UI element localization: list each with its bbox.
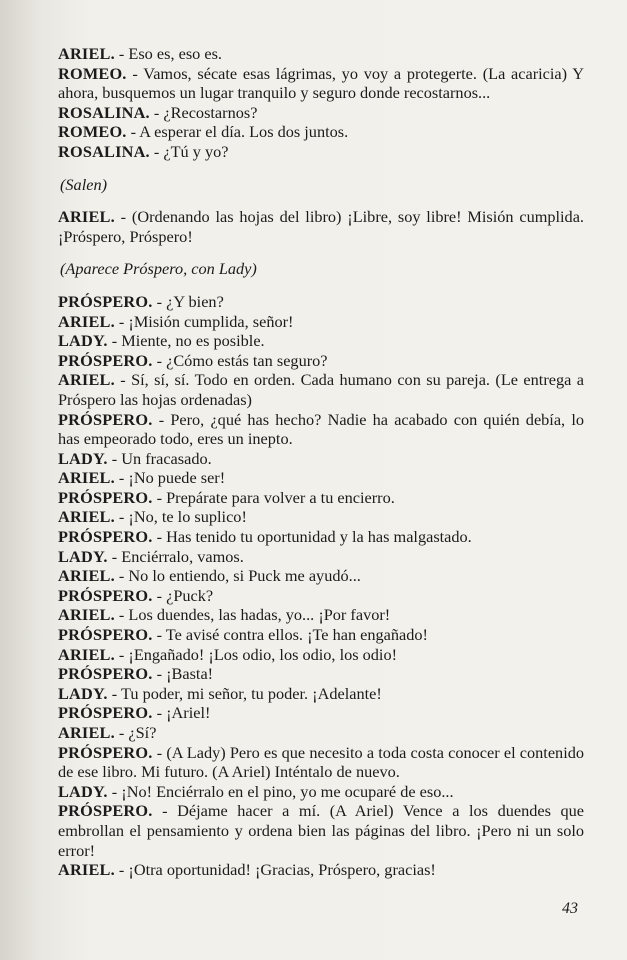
speaker-name: ARIEL. [58,644,115,664]
speaker-name: LADY. [58,448,108,468]
dialogue-line [58,292,584,312]
speaker-name: PRÓSPERO. [58,585,153,605]
dialogue-text: - Has tenido tu oportunidad y la has malgastado. [152,527,472,547]
speaker-name: ARIEL. [58,468,115,488]
dialogue-line [58,370,584,409]
speaker-name: ARIEL. [58,605,115,625]
dialogue-line [58,122,584,142]
dialogue-text: - Déjame hacer a mí. (A Ariel) Vence a los duendes que embrollan el pensamiento y ordena bien las páginas del libro. ¡Pero ni un solo error! [58,801,584,860]
dialogue-line [58,507,584,527]
dialogue-text: - Pero, ¿qué has hecho? Nadie ha acabado con quién debía, lo has empeorado todo, eres un inepto. [58,409,584,449]
speaker-name: ARIEL. [58,370,115,390]
dialogue-line [58,684,584,704]
dialogue-line [58,723,584,743]
dialogue-line [58,664,584,684]
dialogue-line [58,488,584,508]
dialogue-line [58,527,584,547]
dialogue-line [58,142,584,162]
speaker-name: PRÓSPERO. [58,742,153,762]
dialogue-line [58,586,584,606]
dialogue-text: - ¿Puck? [152,585,214,605]
speaker-name: LADY. [58,683,108,703]
dialogue-line [58,860,584,880]
speaker-name: PRÓSPERO. [58,527,153,547]
dialogue-text: - Miente, no es posible. [107,331,265,351]
spacer [58,279,584,292]
dialogue-text: - A esperar el día. Los dos juntos. [126,122,349,142]
dialogue-line [58,449,584,469]
dialogue-line [58,207,584,246]
dialogue-line [58,645,584,665]
speaker-name: PRÓSPERO. [58,291,153,311]
speaker-name: ARIEL. [58,311,115,331]
speaker-name: LADY. [58,546,108,566]
dialogue-text: - No lo entiendo, si Puck me ayudó... [114,566,361,586]
dialogue-text: - (Ordenando las hojas del libro) ¡Libre, soy libre! Misión cumplida. ¡Próspero, Próspero! [58,207,584,246]
dialogue-text: - Un fracasado. [107,448,212,468]
dialogue-line [58,468,584,488]
dialogue-text: - ¡Misión cumplida, señor! [114,311,294,331]
dialogue-line [58,782,584,802]
speaker-name: PRÓSPERO. [58,801,153,821]
speaker-name: ROMEO. [58,63,127,83]
spacer [58,246,584,259]
dialogue-line [58,64,584,103]
dialogue-line [58,605,584,625]
speaker-name: ARIEL. [58,860,115,880]
dialogue-text: - ¿Y bien? [152,291,224,311]
dialogue-text: - Sí, sí, sí. Todo en orden. Cada humano con su pareja. (Le entrega a Próspero las hojas ordenadas) [58,370,584,409]
dialogue-text: - ¿Cómo estás tan seguro? [152,350,328,370]
dialogue-line [58,312,584,332]
dialogue-text: - ¡Ariel! [152,703,211,723]
speaker-name: PRÓSPERO. [58,703,153,723]
dialogue-text: - Te avisé contra ellos. ¡Te han engañado! [152,625,428,645]
page-number: 43 [562,900,578,917]
dialogue-text: - ¡Engañado! ¡Los odio, los odio, los odio! [114,644,398,664]
speaker-name: PRÓSPERO. [58,664,153,684]
dialogue-text: - ¡Basta! [152,664,214,684]
speaker-name: LADY. [58,781,108,801]
dialogue-line [58,331,584,351]
speaker-name: LADY. [58,331,108,351]
speaker-name: ROSALINA. [58,141,150,161]
speaker-name: PRÓSPERO. [58,625,153,645]
speaker-name: PRÓSPERO. [58,409,153,429]
speaker-name: PRÓSPERO. [58,487,153,507]
speaker-name: ROSALINA. [58,102,150,122]
dialogue-line [58,44,584,64]
speaker-name: PRÓSPERO. [58,350,153,370]
dialogue-text: - ¡No! Enciérralo en el pino, yo me ocuparé de eso... [107,781,454,801]
dialogue-text: - ¿Recostarnos? [149,102,258,122]
stage-direction: (Salen) [60,174,108,194]
dialogue-text: - ¿Sí? [114,723,157,742]
speaker-name: ROMEO. [58,122,127,142]
play-text [58,44,584,880]
dialogue-line [58,351,584,371]
speaker-name: ARIEL. [58,44,115,63]
dialogue-text: - ¡No puede ser! [114,468,226,488]
dialogue-text: - ¡No, te lo suplico! [114,507,247,527]
dialogue-text: - Prepárate para volver a tu encierro. [152,487,395,507]
spacer [58,194,584,207]
spacer [58,162,584,175]
dialogue-line [58,703,584,723]
dialogue-text: - Los duendes, las hadas, yo... ¡Por favor! [114,605,391,625]
dialogue-text: - (A Lady) Pero es que necesito a toda costa conocer el contenido de ese libro. Mi futuro. (A Ariel) Inténtalo de nuevo. [58,742,584,782]
dialogue-text: - Enciérralo, vamos. [107,546,244,566]
dialogue-text: - ¿Tú y yo? [149,141,229,161]
dialogue-line [58,566,584,586]
dialogue-line [58,743,584,782]
dialogue-text: - Eso es, eso es. [114,44,223,63]
stage-direction: (Aparece Próspero, con Lady) [60,259,257,279]
dialogue-line [58,801,584,860]
speaker-name: ARIEL. [58,566,115,586]
dialogue-line [58,625,584,645]
speaker-name: ARIEL. [58,507,115,527]
dialogue-line [58,410,584,449]
speaker-name: ARIEL. [58,207,115,227]
dialogue-text: - ¡Otra oportunidad! ¡Gracias, Próspero, gracias! [114,860,436,880]
speaker-name: ARIEL. [58,723,115,742]
dialogue-line [58,547,584,567]
dialogue-line [58,103,584,123]
dialogue-text: - Vamos, sécate esas lágrimas, yo voy a protegerte. (La acaricia) Y ahora, busquemos un lugar tranquilo y seguro donde recostarnos... [58,63,584,103]
dialogue-text: - Tu poder, mi señor, tu poder. ¡Adelante! [107,683,382,703]
